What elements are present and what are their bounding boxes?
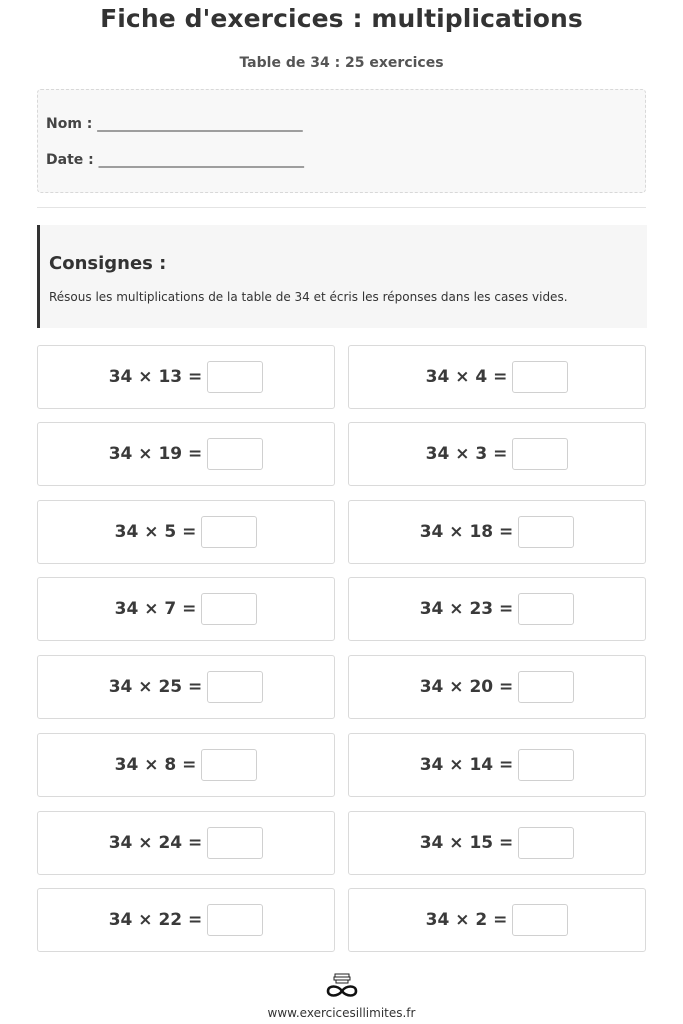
exercise-equation: 34 × 8 = [114, 755, 197, 775]
exercise-equation: 34 × 19 = [108, 444, 203, 464]
exercise-equation: 34 × 25 = [108, 677, 203, 697]
page-subtitle: Table de 34 : 25 exercices [239, 55, 444, 71]
instructions-text: Résous les multiplications de la table de 34 et écris les réponses dans les cases vides. [49, 290, 568, 304]
exercise-card [37, 577, 335, 641]
answer-box[interactable] [207, 671, 263, 703]
exercise-equation: 34 × 15 = [419, 833, 514, 853]
answer-box[interactable] [512, 361, 568, 393]
exercise-card [37, 422, 335, 486]
exercise-equation: 34 × 14 = [419, 755, 514, 775]
exercise-equation: 34 × 20 = [419, 677, 514, 697]
exercise-card [348, 345, 646, 409]
answer-box[interactable] [518, 671, 574, 703]
date-line: ________________________________ [98, 152, 304, 168]
answer-box[interactable] [207, 904, 263, 936]
exercise-equation: 34 × 18 = [419, 522, 514, 542]
answer-box[interactable] [207, 361, 263, 393]
exercise-card [348, 655, 646, 719]
exercise-equation: 34 × 24 = [108, 833, 203, 853]
answer-box[interactable] [207, 827, 263, 859]
name-label: Nom : [46, 116, 93, 132]
exercise-equation: 34 × 2 = [425, 910, 508, 930]
exercise-card [37, 655, 335, 719]
answer-box[interactable] [201, 749, 257, 781]
exercise-equation: 34 × 4 = [425, 367, 508, 387]
exercise-card [37, 500, 335, 564]
exercise-card [348, 577, 646, 641]
infinity-books-logo-icon [324, 972, 360, 1000]
page-title: Fiche d'exercices : multiplications [100, 4, 583, 33]
answer-box[interactable] [201, 593, 257, 625]
footer-url[interactable]: www.exercicesillimites.fr [267, 1006, 416, 1020]
answer-box[interactable] [518, 516, 574, 548]
answer-box[interactable] [518, 593, 574, 625]
exercise-card [348, 733, 646, 797]
exercise-equation: 34 × 23 = [419, 599, 514, 619]
name-line: ________________________________ [97, 116, 303, 132]
exercise-equation: 34 × 3 = [425, 444, 508, 464]
exercise-equation: 34 × 22 = [108, 910, 203, 930]
exercise-card [348, 888, 646, 952]
exercise-card [37, 345, 335, 409]
answer-box[interactable] [518, 749, 574, 781]
exercise-card [37, 888, 335, 952]
answer-box[interactable] [207, 438, 263, 470]
answer-box[interactable] [201, 516, 257, 548]
exercise-card [348, 422, 646, 486]
date-field[interactable] [46, 152, 303, 168]
student-info-box [37, 89, 646, 193]
exercise-card [348, 500, 646, 564]
instructions-box [37, 225, 647, 328]
name-field[interactable] [46, 116, 302, 132]
exercise-card [348, 811, 646, 875]
answer-box[interactable] [518, 827, 574, 859]
exercise-card [37, 811, 335, 875]
exercise-equation: 34 × 13 = [108, 367, 203, 387]
answer-box[interactable] [512, 438, 568, 470]
exercise-equation: 34 × 5 = [114, 522, 197, 542]
date-label: Date : [46, 152, 94, 168]
divider [37, 207, 646, 208]
instructions-title: Consignes : [49, 253, 167, 274]
exercise-card [37, 733, 335, 797]
exercise-equation: 34 × 7 = [114, 599, 197, 619]
answer-box[interactable] [512, 904, 568, 936]
